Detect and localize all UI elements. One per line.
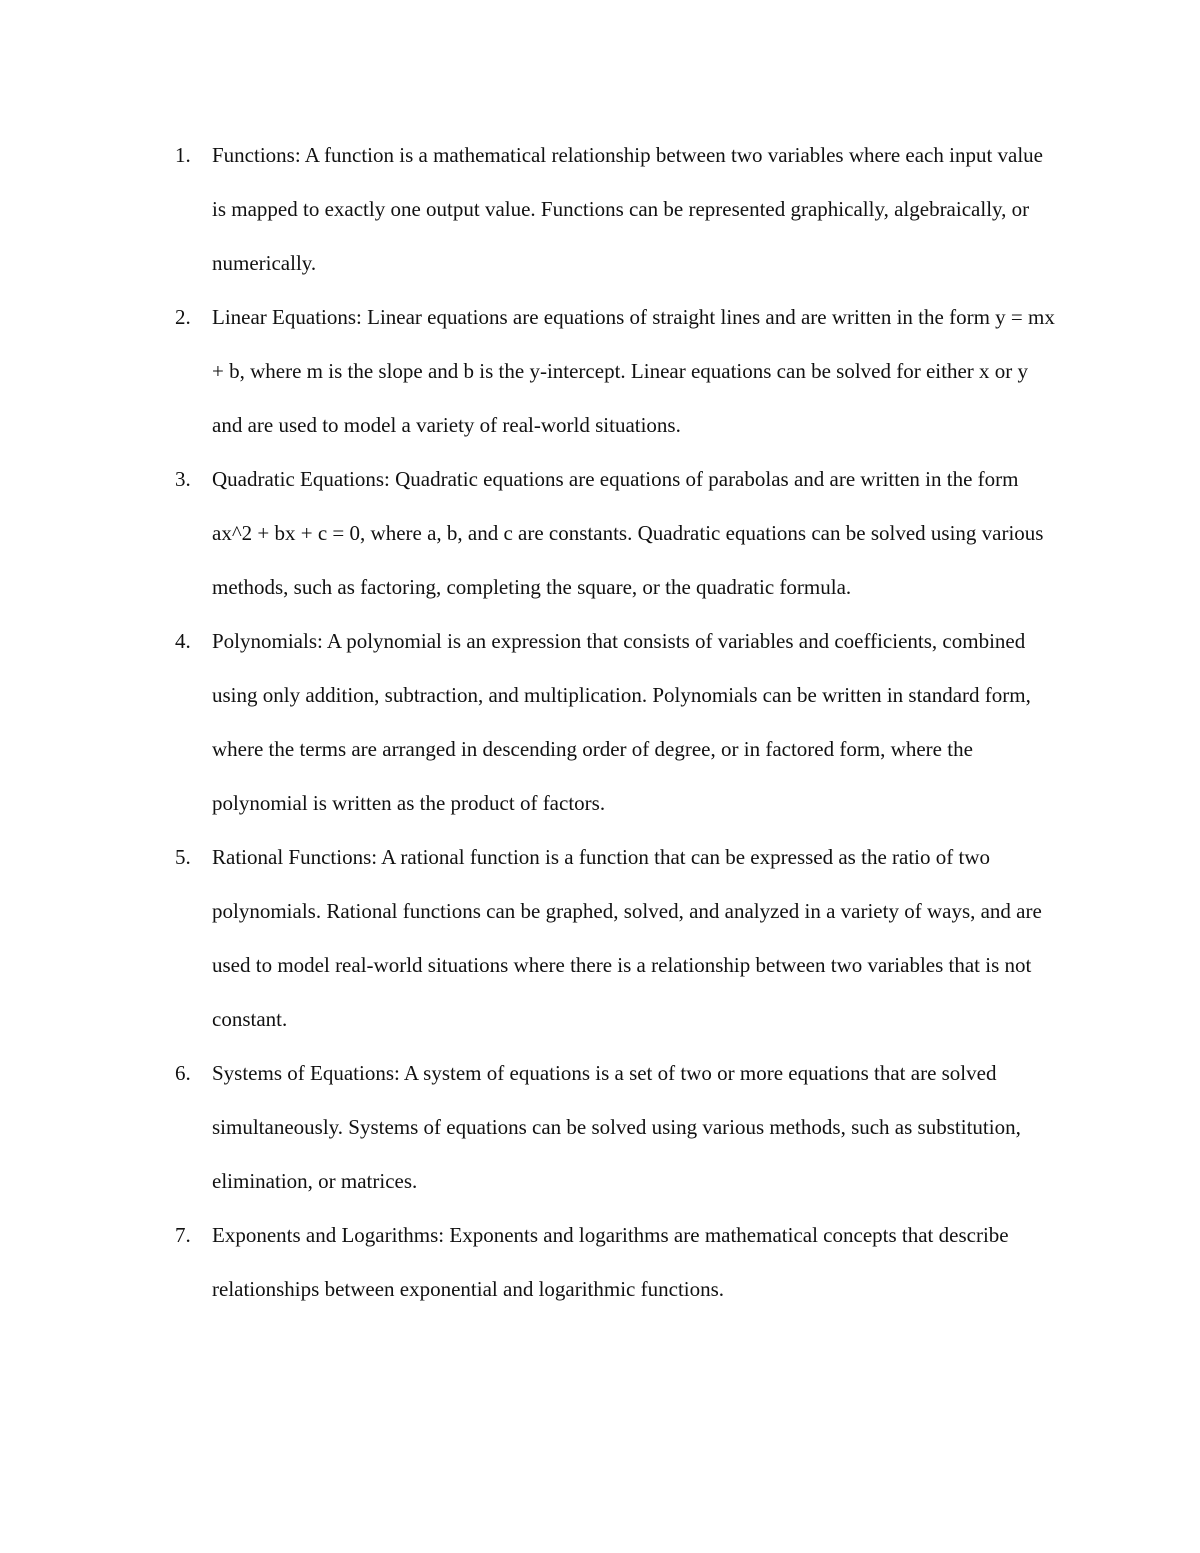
list-item-text: Linear Equations: Linear equations are equations of straight lines and are written in the form y = mx + b, where m is the slope and b is the y-intercept. Linear equations can be solved for either x or y and are used to model a variety of real-world situations.	[212, 305, 1055, 437]
list-item	[0, 290, 1200, 452]
list-item-number: 7.	[175, 1223, 191, 1247]
list-item-number: 5.	[175, 845, 191, 869]
list-item	[0, 830, 1200, 1046]
list-item-number: 2.	[175, 305, 191, 329]
list-item-text: Rational Functions: A rational function is a function that can be expressed as the ratio of two polynomials. Rational functions can be graphed, solved, and analyzed in a variety of ways, and are used to model real-world situations where there is a relationship between two variables that is not constant.	[212, 845, 1042, 1031]
list-item-number: 4.	[175, 629, 191, 653]
list-item-number: 6.	[175, 1061, 191, 1085]
list-item-text: Polynomials: A polynomial is an expression that consists of variables and coefficients, combined using only addition, subtraction, and multiplication. Polynomials can be written in standard form, where the terms are arranged in descending order of degree, or in factored form, where the polynomial is written as the product of factors.	[212, 629, 1031, 815]
list-item	[0, 614, 1200, 830]
list-item-number: 3.	[175, 467, 191, 491]
list-item-text: Functions: A function is a mathematical relationship between two variables where each input value is mapped to exactly one output value. Functions can be represented graphically, algebraically, or numerically.	[212, 143, 1044, 275]
list-item-text: Quadratic Equations: Quadratic equations are equations of parabolas and are written in the form ax^2 + bx + c = 0, where a, b, and c are constants. Quadratic equations can be solved using various methods, such as factoring, completing the square, or the quadratic formula.	[212, 467, 1044, 599]
list-item-text: Exponents and Logarithms: Exponents and logarithms are mathematical concepts that describe relationships between exponential and logarithmic functions.	[212, 1223, 1009, 1301]
list-item-number: 1.	[175, 143, 191, 167]
list-item	[0, 452, 1200, 614]
numbered-list	[0, 128, 1200, 1316]
list-item	[0, 1208, 1200, 1316]
list-item-text: Systems of Equations: A system of equations is a set of two or more equations that are solved simultaneously. Systems of equations can be solved using various methods, such as substitution, elimination, or matrices.	[212, 1061, 1021, 1193]
list-item	[0, 128, 1200, 290]
list-item	[0, 1046, 1200, 1208]
